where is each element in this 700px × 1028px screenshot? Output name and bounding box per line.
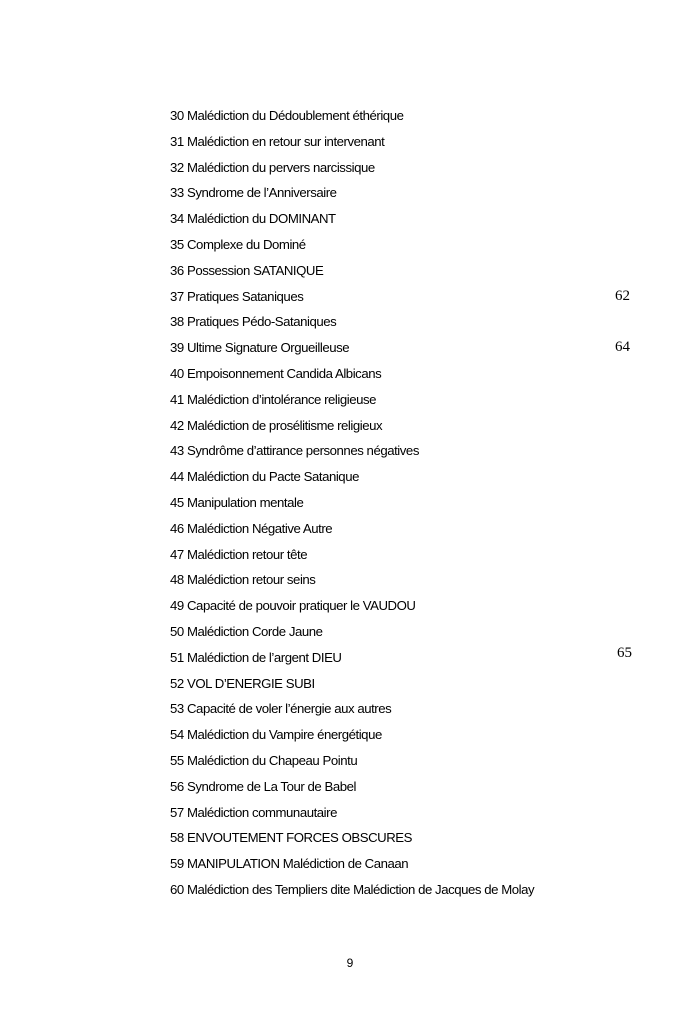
toc-entry: [170, 825, 650, 851]
toc-entry-label: 30 Malédiction du Dédoublement éthérique: [170, 108, 404, 123]
toc-entry-label: 33 Syndrome de l’Anniversaire: [170, 185, 337, 201]
toc-entry: [170, 490, 650, 516]
toc-entry: [170, 335, 650, 361]
toc-entry: [170, 851, 650, 877]
toc-entry-label: 50 Malédiction Corde Jaune: [170, 623, 323, 639]
toc-entry: [170, 284, 650, 310]
toc-entry: [170, 206, 650, 232]
toc-entry: [170, 593, 650, 619]
toc-entry-page-number: 62: [615, 287, 630, 304]
toc-entry: [170, 103, 650, 129]
toc-entry: [170, 155, 650, 181]
toc-entry-label: 48 Malédiction retour seins: [170, 572, 316, 588]
toc-entry-label: 60 Malédiction des Templiers dite Malédiction de Jacques de Molay: [170, 881, 535, 897]
toc-entry-label: 59 MANIPULATION Malédiction de Canaan: [170, 856, 409, 872]
toc-entry: [170, 180, 650, 206]
toc-entry-label: 45 Manipulation mentale: [170, 494, 304, 510]
toc-entry: [170, 129, 650, 155]
toc-entry: [170, 800, 650, 826]
toc-entry: [170, 619, 650, 645]
toc-entry-page-number: 64: [615, 339, 630, 356]
toc-entry: [170, 722, 650, 748]
toc-entry: [170, 387, 650, 413]
toc-entry: [170, 464, 650, 490]
toc-entry: [170, 671, 650, 697]
toc-entry: [170, 438, 650, 464]
toc-entry: [170, 774, 650, 800]
toc-entry-label: 46 Malédiction Négative Autre: [170, 520, 333, 536]
toc-entry-label: 53 Capacité de voler l’énergie aux autres: [170, 701, 392, 717]
toc-entry: [170, 645, 650, 671]
toc-entry-label: 44 Malédiction du Pacte Satanique: [170, 469, 359, 485]
toc-entry: [170, 361, 650, 387]
toc-entry-label: 35 Complexe du Dominé: [170, 236, 306, 252]
toc-entry-label: 57 Malédiction communautaire: [170, 804, 337, 820]
toc-entry: [170, 413, 650, 439]
toc-entry-label: 36 Possession SATANIQUE: [170, 262, 324, 278]
toc-entry-label: 38 Pratiques Pédo-Sataniques: [170, 314, 337, 330]
toc-entry: [170, 516, 650, 542]
toc-entry-label: 31 Malédiction en retour sur intervenant: [170, 133, 385, 149]
toc-entry: [170, 258, 650, 284]
toc-entry: [170, 232, 650, 258]
toc-entry: [170, 542, 650, 568]
toc-entry: [170, 309, 650, 335]
toc-entry-page-number: 65: [617, 644, 632, 661]
toc-entry-label: 34 Malédiction du DOMINANT: [170, 211, 336, 227]
toc-entry-label: 56 Syndrome de La Tour de Babel: [170, 778, 356, 794]
toc-entry: [170, 748, 650, 774]
toc-entry-label: 41 Malédiction d’intolérance religieuse: [170, 391, 377, 407]
toc-entry-label: 54 Malédiction du Vampire énergétique: [170, 727, 382, 743]
toc-entry: [170, 696, 650, 722]
toc-entry-label: 32 Malédiction du pervers narcissique: [170, 159, 375, 175]
toc-entry-label: 58 ENVOUTEMENT FORCES OBSCURES: [170, 830, 412, 846]
toc-entry-label: 42 Malédiction de prosélitisme religieux: [170, 417, 383, 433]
toc-entry-label: 55 Malédiction du Chapeau Pointu: [170, 752, 358, 768]
toc-entry: [170, 567, 650, 593]
toc-entry-label: 51 Malédiction de l’argent DIEU: [170, 649, 342, 665]
toc-entry-label: 49 Capacité de pouvoir pratiquer le VAUDOU: [170, 598, 416, 614]
toc-entry-label: 43 Syndrôme d’attirance personnes négatives: [170, 443, 419, 459]
toc-entry-label: 37 Pratiques Sataniques: [170, 288, 304, 304]
toc-entry-label: 39 Ultime Signature Orgueilleuse: [170, 340, 350, 356]
toc-entry-label: 52 VOL D’ENERGIE SUBI: [170, 675, 315, 691]
toc-entry-label: 47 Malédiction retour tête: [170, 546, 308, 562]
toc-entry-label: 40 Empoisonnement Candida Albicans: [170, 365, 382, 381]
page-number: 9: [346, 956, 354, 970]
table-of-contents: [170, 103, 650, 903]
toc-entry: [170, 877, 650, 903]
